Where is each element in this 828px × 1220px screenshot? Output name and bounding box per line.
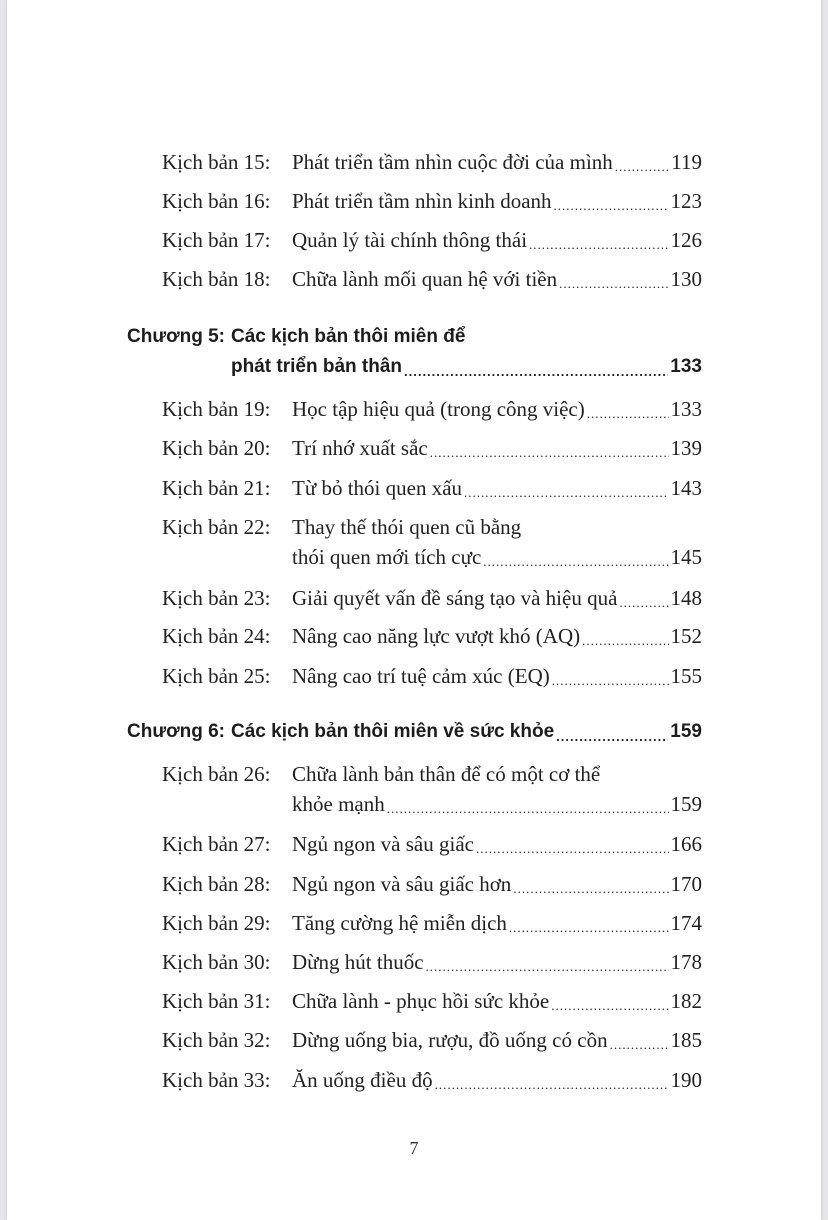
entry-title: Học tập hiệu quả (trong công việc) [292,397,585,421]
entry-page-number: 190 [670,1068,702,1092]
entry-page-number: 185 [670,1028,702,1052]
dot-leader [615,157,669,177]
toc-entry[interactable] [0,1065,828,1095]
entry-title: Dừng hút thuốc [292,950,424,974]
entry-title: Từ bỏ thói quen xấu [292,476,463,500]
entry-title: Ăn uống điều độ [292,1068,433,1092]
entry-title-line [292,621,702,651]
entry-title-line [292,186,702,216]
entry-title: phát triển bản thân [231,356,402,377]
entry-label: Kịch bản 25: [162,664,271,688]
entry-label: Kịch bản 28: [162,872,271,896]
toc-entry[interactable] [0,986,828,1016]
chapter-heading [0,322,828,352]
entry-title-line [292,1065,702,1095]
dot-leader [551,996,668,1016]
entry-page-number: 126 [670,228,702,252]
dot-leader [404,362,668,382]
entry-page-number: 133 [670,397,702,421]
chapter-label: Chương 6: [127,721,225,742]
dot-leader [582,631,668,651]
entry-label: Kịch bản 18: [162,267,271,291]
dot-leader [387,799,669,819]
entry-title: Chữa lành bản thân để có một cơ thể [292,762,601,786]
entry-label: Kịch bản 31: [162,989,271,1013]
toc-entry-continuation [0,542,828,572]
toc-entry[interactable] [0,869,828,899]
toc-entry[interactable] [0,512,828,542]
entry-title: Phát triển tầm nhìn cuộc đời của mình [292,150,613,174]
entry-title: Ngủ ngon và sâu giấc hơn [292,872,512,896]
toc-entry[interactable] [0,759,828,789]
chapter-heading [0,352,828,382]
toc-entry[interactable] [0,147,828,177]
toc-entry[interactable] [0,583,828,613]
dot-leader [554,196,669,216]
dot-leader [483,552,668,572]
entry-title-line [292,829,702,859]
toc-entry[interactable] [0,1025,828,1055]
entry-page-number: 166 [670,832,702,856]
entry-title-line [292,583,702,613]
entry-title-line [292,473,702,503]
entry-label: Kịch bản 32: [162,1028,271,1052]
entry-label: Kịch bản 29: [162,911,271,935]
toc-entry[interactable] [0,394,828,424]
entry-page-number: 143 [670,476,702,500]
entry-page-number: 159 [670,792,702,816]
entry-title-line [292,869,702,899]
entry-label: Kịch bản 26: [162,762,271,786]
entry-title: Chữa lành - phục hồi sức khỏe [292,989,550,1013]
entry-label: Kịch bản 24: [162,624,271,648]
entry-title-line [292,947,702,977]
toc-entry[interactable] [0,225,828,255]
entry-title: thói quen mới tích cực [292,545,482,569]
entry-title-line [292,661,702,691]
entry-label: Kịch bản 15: [162,150,271,174]
entry-title-line [231,352,702,382]
entry-page-number: 148 [670,586,702,610]
entry-title-line [292,147,702,177]
page-number: 7 [409,1138,419,1158]
dot-leader [556,727,668,747]
entry-label: Kịch bản 21: [162,476,271,500]
entry-title-line [231,322,702,352]
dot-leader [552,671,669,691]
entry-page-number: 139 [670,436,702,460]
entry-page-number: 182 [670,989,702,1013]
chapter-label: Chương 5: [127,326,225,347]
toc-entry[interactable] [0,947,828,977]
entry-title-line [292,789,702,819]
dot-leader [476,839,669,859]
entry-title-line [292,1025,702,1055]
entry-page-number: 174 [670,911,702,935]
entry-label: Kịch bản 27: [162,832,271,856]
dot-leader [529,235,668,255]
entry-title: Các kịch bản thôi miên về sức khỏe [231,721,555,742]
entry-title: Phát triển tầm nhìn kinh doanh [292,189,552,213]
entry-title: Chữa lành mối quan hệ với tiền [292,267,558,291]
toc-entry-continuation [0,789,828,819]
entry-label: Kịch bản 20: [162,436,271,460]
dot-leader [464,483,668,503]
dot-leader [619,593,668,613]
entry-page-number: 170 [670,872,702,896]
entry-page-number: 155 [670,664,702,688]
dot-leader [513,879,668,899]
dot-leader [509,918,669,938]
entry-title: Nâng cao trí tuệ cảm xúc (EQ) [292,664,550,688]
entry-title-line [292,433,702,463]
toc-entry[interactable] [0,829,828,859]
toc-entry[interactable] [0,186,828,216]
entry-title-line [292,759,702,789]
entry-page-number: 119 [671,150,702,174]
dot-leader [587,404,669,424]
entry-title: Nâng cao năng lực vượt khó (AQ) [292,624,581,648]
dot-leader [426,957,669,977]
dot-leader [435,1075,669,1095]
entry-title: Trí nhớ xuất sắc [292,436,428,460]
entry-label: Kịch bản 23: [162,586,271,610]
entry-page-number: 159 [670,721,702,742]
entry-title-line [292,986,702,1016]
chapter-heading [0,717,828,747]
entry-title-line [231,717,702,747]
entry-title: Giải quyết vấn đề sáng tạo và hiệu quả [292,586,618,610]
entry-title-line [292,908,702,938]
toc-entry[interactable] [0,473,828,503]
entry-title: khỏe mạnh [292,792,385,816]
entry-page-number: 152 [670,624,702,648]
entry-label: Kịch bản 33: [162,1068,271,1092]
entry-title: Ngủ ngon và sâu giấc [292,832,474,856]
dot-leader [430,443,669,463]
entry-label: Kịch bản 16: [162,189,271,213]
entry-title: Các kịch bản thôi miên để [231,326,466,347]
entry-title: Dừng uống bia, rượu, đồ uống có cồn [292,1028,608,1052]
entry-page-number: 178 [670,950,702,974]
entry-title-line [292,264,702,294]
entry-label: Kịch bản 22: [162,515,271,539]
entry-label: Kịch bản 17: [162,228,271,252]
toc-entry[interactable] [0,621,828,651]
toc-entry[interactable] [0,661,828,691]
dot-leader [610,1035,669,1055]
entry-title-line [292,225,702,255]
entry-page-number: 130 [670,267,702,291]
entry-title: Thay thế thói quen cũ bằng [292,515,522,539]
entry-page-number: 145 [670,545,702,569]
entry-label: Kịch bản 30: [162,950,271,974]
toc-entry[interactable] [0,908,828,938]
entry-label: Kịch bản 19: [162,397,271,421]
entry-title: Tăng cường hệ miễn dịch [292,911,507,935]
dot-leader [559,274,668,294]
entry-title: Quản lý tài chính thông thái [292,228,528,252]
toc-entry[interactable] [0,433,828,463]
entry-title-line [292,542,702,572]
entry-title-line [292,394,702,424]
entry-title-line [292,512,702,542]
toc-entry[interactable] [0,264,828,294]
entry-page-number: 133 [670,356,702,377]
entry-page-number: 123 [670,189,702,213]
